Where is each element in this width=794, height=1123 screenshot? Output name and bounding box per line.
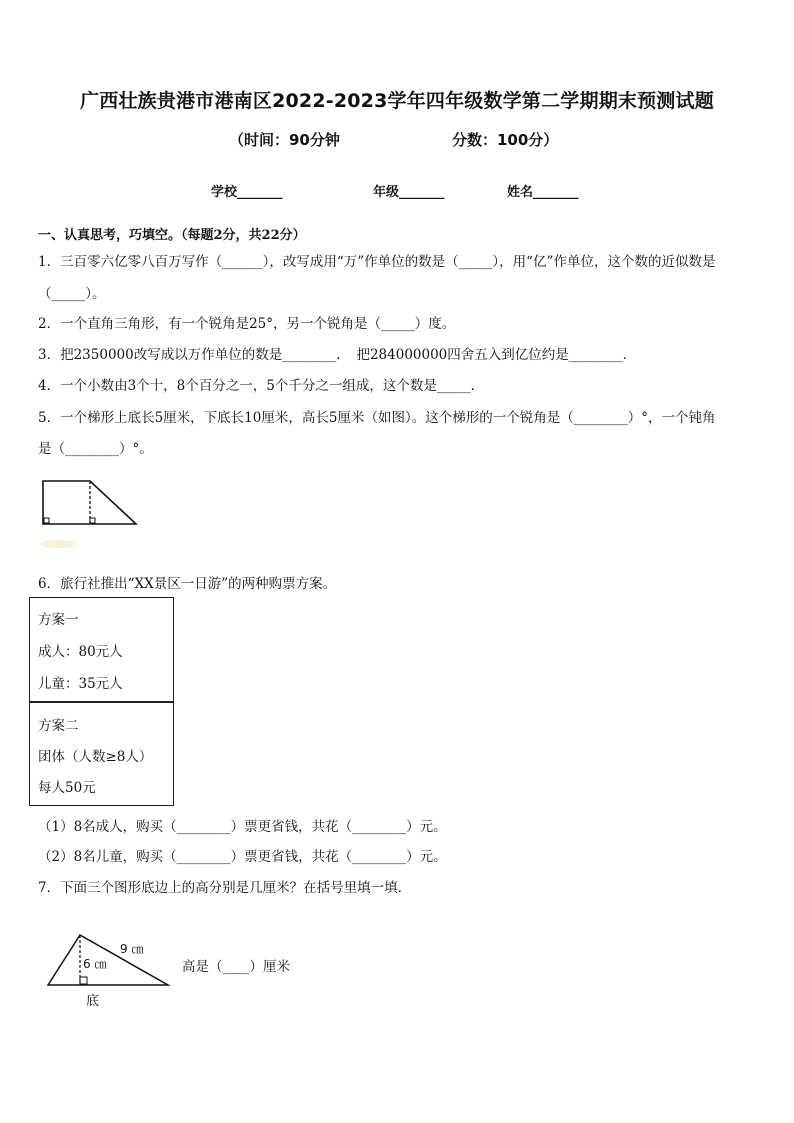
question-3: 3．把2350000改写成以万作单位的数是________． 把284000000四舍五入到亿位约是________． <box>38 347 637 363</box>
exam-score: 分数：100分） <box>452 131 559 149</box>
name-field[interactable]: 姓名_______ <box>507 185 579 200</box>
question-5-cont: 是（________）°。 <box>38 441 153 457</box>
exam-time: （时间：90分钟 <box>229 131 340 149</box>
grade-field[interactable]: 年级_______ <box>373 185 445 200</box>
plan-two-title: 方案二 <box>38 718 79 734</box>
plan-two-group: 团体（人数≥8人） <box>38 749 153 765</box>
plan-two-box <box>29 701 174 806</box>
question-2: 2．一个直角三角形，有一个锐角是25°，另一个锐角是（_____）度。 <box>38 316 456 332</box>
page-title: 广西壮族贵港市港南区2022-2023学年四年级数学第二学期期末预测试题 <box>80 90 714 112</box>
question-6: 6．旅行社推出“XX景区一日游”的两种购票方案。 <box>38 576 337 592</box>
question-4: 4．一个小数由3个十，8个百分之一，5个千分之一组成，这个数是_____． <box>38 378 485 394</box>
plan-one-title: 方案一 <box>38 612 79 628</box>
triangle-figure <box>40 925 190 1015</box>
section-heading: 一、认真思考，巧填空。（每题2分，共22分） <box>38 228 306 243</box>
plan-two-each: 每人50元 <box>38 780 96 796</box>
question-5: 5．一个梯形上底长5厘米，下底长10厘米，高长5厘米（如图）。这个梯形的一个锐角是（________）°，一个钝角 <box>38 410 716 426</box>
school-field[interactable]: 学校_______ <box>211 185 283 200</box>
trapezoid-figure <box>30 466 145 556</box>
base-label: 底 <box>86 994 100 1009</box>
plan-one-box <box>29 597 174 703</box>
height-label: 6 ㎝ <box>83 957 107 971</box>
question-7: 7．下面三个图形底边上的高分别是几厘米？在括号里填一填． <box>38 880 412 896</box>
question-6-1: （1）8名成人，购买（________）票更省钱，共花（________）元。 <box>38 819 447 835</box>
question-1: 1．三百零六亿零八百万写作（______），改写成用“万”作单位的数是（_____），用“亿”作单位，这个数的近似数是 <box>38 254 716 270</box>
plan-one-child: 儿童：35元人 <box>38 676 123 692</box>
question-6-2: （2）8名儿童，购买（________）票更省钱，共花（________）元。 <box>38 849 447 865</box>
question-1-cont: （_____）。 <box>38 286 106 302</box>
side-label: 9 ㎝ <box>120 942 144 956</box>
height-answer: 高是（____）厘米 <box>182 959 290 975</box>
plan-one-adult: 成人：80元人 <box>38 644 123 660</box>
